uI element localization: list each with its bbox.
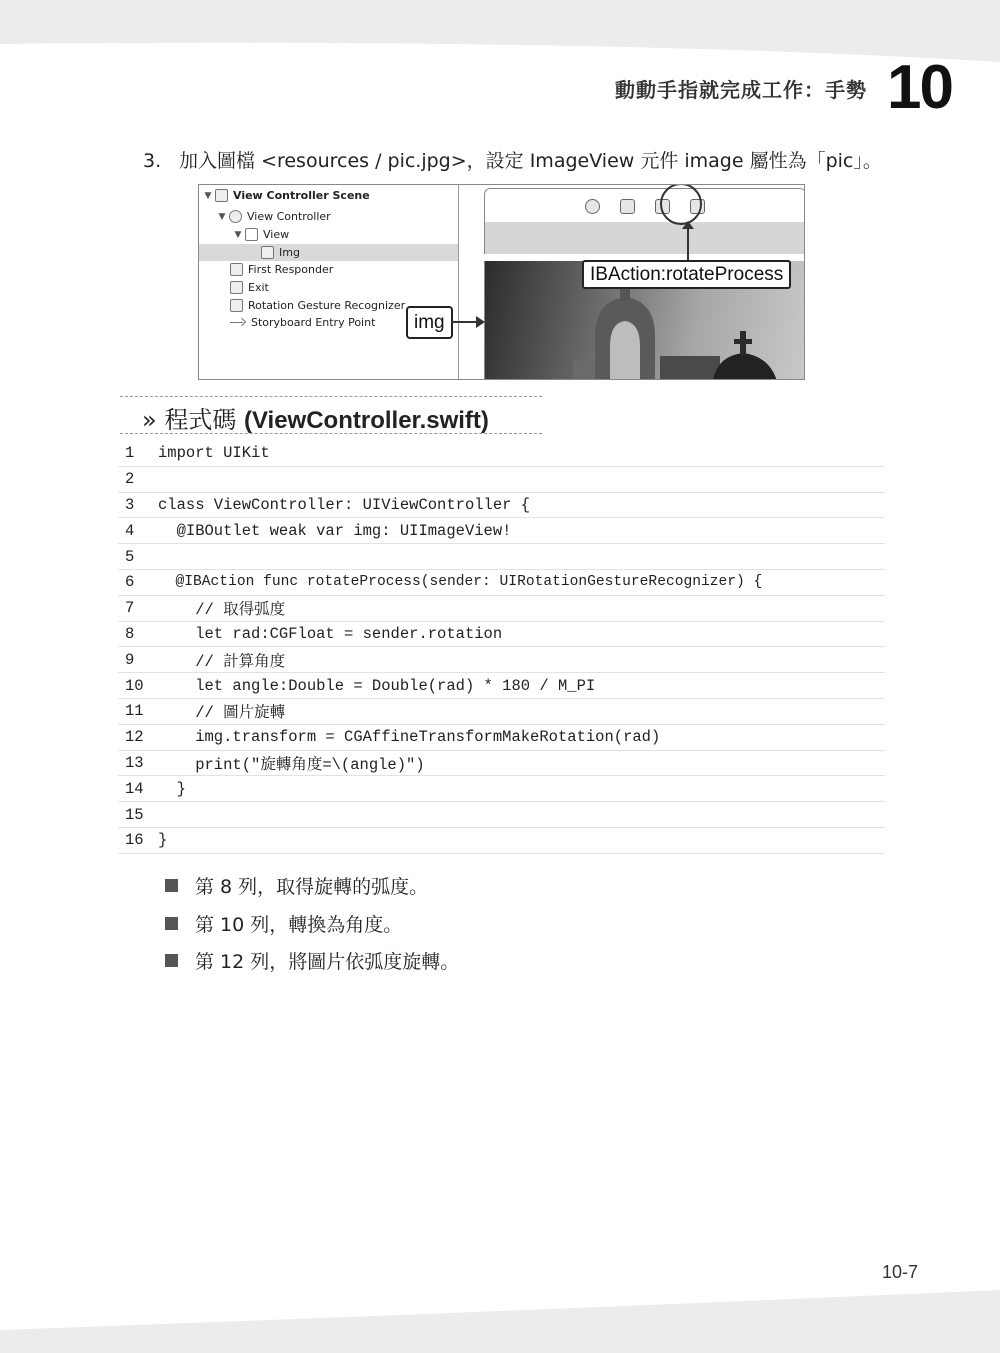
code-text: @IBAction func rotateProcess(sender: UIRotationGestureRecognizer) {	[158, 574, 763, 591]
code-line	[118, 467, 885, 493]
document-outline	[199, 185, 459, 379]
code-line	[118, 776, 885, 802]
cube-icon	[230, 263, 243, 276]
section-filename: (ViewController.swift)	[243, 407, 489, 434]
line-number: 9	[125, 650, 135, 669]
bottom-decorative-band	[0, 1290, 1000, 1353]
code-text: }	[158, 779, 186, 798]
note-text: 第 12 列，將圖片依弧度旋轉。	[195, 951, 460, 974]
code-line	[118, 725, 885, 751]
line-number: 3	[125, 495, 135, 514]
top-decorative-band	[0, 0, 1000, 70]
line-number: 16	[125, 831, 144, 850]
code-text: class ViewController: UIViewController {	[158, 495, 531, 514]
outlet-callout: img	[406, 306, 453, 339]
scene-icon	[215, 189, 228, 202]
highlight-circle	[660, 184, 702, 225]
outline-item-scene[interactable]	[199, 187, 458, 204]
view-icon	[245, 228, 258, 241]
outline-item-first-responder[interactable]	[199, 261, 458, 278]
code-line	[118, 441, 885, 467]
disclosure-triangle-icon[interactable]: ▼	[234, 229, 242, 240]
code-line	[118, 828, 885, 854]
outline-item-img[interactable]	[199, 244, 458, 261]
view-controller-icon[interactable]	[585, 199, 600, 214]
cube-icon[interactable]	[620, 199, 635, 214]
line-number: 2	[125, 470, 135, 489]
arrow-right-icon	[230, 316, 246, 329]
outline-label: View Controller	[247, 210, 331, 223]
scene-dock	[484, 188, 805, 222]
ibaction-callout: IBAction:rotateProcess	[582, 260, 791, 289]
code-line	[118, 493, 885, 519]
note-text: 第 10 列，轉換為角度。	[195, 913, 403, 936]
view-controller-icon	[229, 210, 242, 223]
chapter-title: 動動手指就完成工作：手勢	[615, 78, 867, 102]
list-item	[165, 867, 459, 905]
outline-label: Storyboard Entry Point	[251, 316, 376, 329]
code-text: import UIKit	[158, 444, 270, 463]
outline-label: View	[263, 228, 290, 241]
line-number: 10	[125, 676, 144, 695]
arrow-right-icon	[476, 316, 485, 328]
code-text: let rad:CGFloat = sender.rotation	[158, 624, 503, 643]
outline-item-view[interactable]	[199, 226, 458, 243]
disclosure-triangle-icon[interactable]: ▼	[204, 190, 212, 201]
line-number: 15	[125, 805, 144, 824]
xcode-storyboard-figure	[198, 184, 805, 380]
code-line	[118, 673, 885, 699]
code-text: let angle:Double = Double(rad) * 180 / M_PI	[158, 676, 596, 695]
code-line	[118, 544, 885, 570]
square-bullet-icon	[165, 879, 178, 892]
line-number: 11	[125, 702, 144, 721]
list-item	[165, 942, 459, 980]
line-number: 5	[125, 547, 135, 566]
line-number: 4	[125, 521, 135, 540]
code-text: // 計算角度	[158, 652, 286, 671]
outline-label: Exit	[248, 281, 269, 294]
code-line	[118, 699, 885, 725]
code-text: // 取得弧度	[158, 601, 286, 620]
gesture-recognizer-icon	[230, 299, 243, 312]
code-text: @IBOutlet weak var img: UIImageView!	[158, 521, 512, 540]
callout-connector	[687, 225, 689, 263]
section-marker: »	[142, 406, 157, 434]
line-number: 1	[125, 444, 135, 463]
outline-item-exit[interactable]	[199, 279, 458, 296]
code-text: // 圖片旋轉	[158, 704, 286, 723]
code-listing	[118, 441, 885, 854]
code-line	[118, 647, 885, 673]
section-title: 程式碼	[164, 406, 237, 434]
code-section-header	[120, 396, 542, 434]
code-text: img.transform = CGAffineTransformMakeRotation(rad)	[158, 728, 661, 747]
step-text: 加入圖檔 <resources / pic.jpg>，設定 ImageView 元件 image 屬性為「pic」。	[179, 150, 882, 172]
line-number: 8	[125, 624, 135, 643]
page-number: 10-7	[882, 1262, 919, 1282]
square-bullet-icon	[165, 917, 178, 930]
line-number: 7	[125, 599, 135, 618]
code-line	[118, 596, 885, 622]
code-line	[118, 518, 885, 544]
code-text: }	[158, 831, 168, 850]
list-item	[165, 905, 459, 943]
square-bullet-icon	[165, 954, 178, 967]
line-number: 12	[125, 728, 144, 747]
step-instruction	[143, 146, 882, 173]
code-line	[118, 570, 885, 596]
outline-label: View Controller Scene	[233, 189, 370, 202]
outline-label: First Responder	[248, 263, 334, 276]
arrow-up-icon	[682, 221, 694, 229]
code-line	[118, 802, 885, 828]
line-number: 14	[125, 779, 144, 798]
outline-label: Rotation Gesture Recognizer	[248, 299, 406, 312]
code-line	[118, 622, 885, 648]
chapter-number: 10	[887, 53, 952, 122]
line-number: 6	[125, 573, 135, 592]
outline-label: Img	[279, 246, 300, 259]
line-number: 13	[125, 753, 144, 772]
step-number: 3.	[143, 150, 162, 172]
code-text: print("旋轉角度=\(angle)")	[158, 755, 425, 774]
image-view-icon	[261, 246, 274, 259]
storyboard-canvas	[460, 185, 805, 380]
note-text: 第 8 列，取得旋轉的弧度。	[195, 876, 429, 899]
notes-list	[165, 867, 459, 980]
code-line	[118, 751, 885, 777]
outlet-connector	[451, 321, 478, 323]
outline-item-view-controller[interactable]	[199, 208, 458, 225]
status-bar-area	[484, 222, 805, 254]
exit-icon	[230, 281, 243, 294]
disclosure-triangle-icon[interactable]: ▼	[218, 211, 226, 222]
